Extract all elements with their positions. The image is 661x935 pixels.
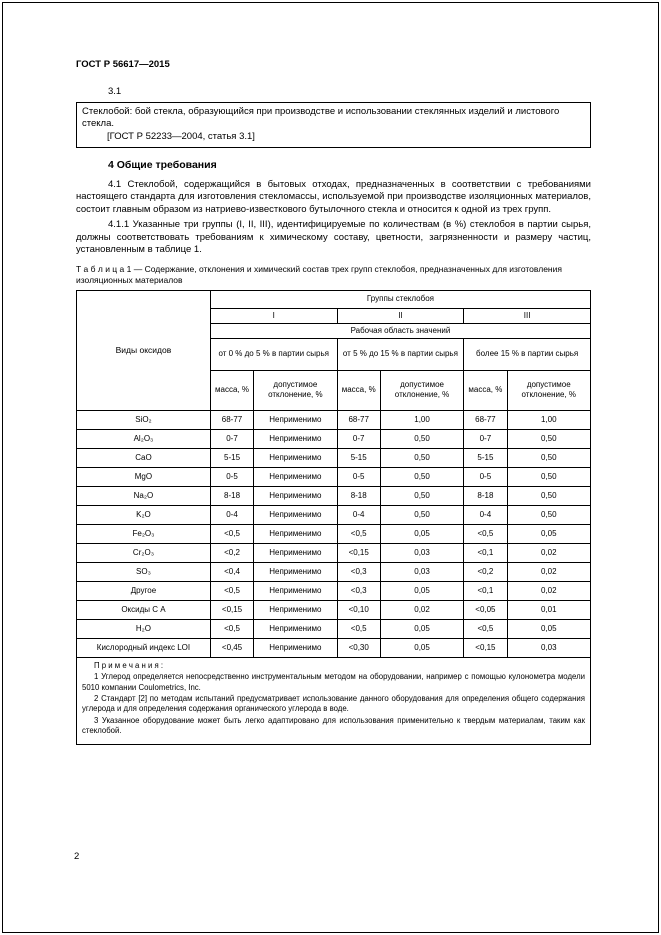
oxide-value: <0,2 bbox=[210, 543, 253, 562]
definition-text: Стеклобой: бой стекла, образующийся при производстве и использовании стеклянных изделий и листового стекла. bbox=[82, 106, 560, 130]
oxide-value: 5-15 bbox=[210, 448, 253, 467]
table-row bbox=[77, 486, 591, 505]
notes-row bbox=[77, 657, 591, 744]
oxide-name: CaO bbox=[77, 448, 211, 467]
table-row bbox=[77, 505, 591, 524]
oxide-value: 0-5 bbox=[464, 467, 507, 486]
oxide-value: 8-18 bbox=[337, 486, 380, 505]
mass-header-2: масса, % bbox=[337, 370, 380, 410]
group-label-2: II bbox=[337, 308, 464, 323]
section-title: 4 Общие требования bbox=[108, 159, 217, 172]
note-1: 1 Углерод определяется непосредственно инструментальным методом на оборудовании, например с помощью кулонометра модели 5010 компании Coulometrics, Inc. bbox=[82, 672, 585, 692]
mass-header-1: масса, % bbox=[210, 370, 253, 410]
range-header-2: от 5 % до 15 % в партии сырья bbox=[337, 338, 464, 370]
oxide-value: <0,15 bbox=[337, 543, 380, 562]
oxide-table-notes bbox=[77, 657, 591, 744]
table-row bbox=[77, 448, 591, 467]
table-row bbox=[77, 410, 591, 429]
oxide-value: 5-15 bbox=[337, 448, 380, 467]
groups-header: Группы стеклобоя bbox=[210, 290, 590, 308]
oxide-name: MgO bbox=[77, 467, 211, 486]
oxide-value: 0,50 bbox=[380, 448, 463, 467]
oxide-value: 0,05 bbox=[380, 524, 463, 543]
oxide-value: <0,5 bbox=[210, 619, 253, 638]
oxide-value: 0,50 bbox=[507, 486, 590, 505]
oxide-name: SO₃ bbox=[77, 562, 211, 581]
oxide-name: H₂O bbox=[77, 619, 211, 638]
oxide-value: 0-7 bbox=[464, 429, 507, 448]
oxide-value: 0-5 bbox=[210, 467, 253, 486]
oxide-value: 0,05 bbox=[507, 619, 590, 638]
oxide-name: Другое bbox=[77, 581, 211, 600]
oxide-name: Na₂O bbox=[77, 486, 211, 505]
oxide-value: Неприменимо bbox=[254, 505, 337, 524]
oxide-value: 0,01 bbox=[507, 600, 590, 619]
oxide-value: <0,1 bbox=[464, 581, 507, 600]
oxide-value: 0,50 bbox=[507, 448, 590, 467]
oxide-name: Кислородный индекс LOI bbox=[77, 638, 211, 657]
oxide-value: 0,50 bbox=[507, 429, 590, 448]
oxide-table-header bbox=[77, 290, 591, 410]
deviation-header-1: допустимое отклонение, % bbox=[254, 370, 337, 410]
note-2: 2 Стандарт [2] по методам испытаний предусматривает использование данного оборудования для определения общего содержания углерода и для определения содержания органического углерода в воде. bbox=[82, 694, 585, 714]
oxide-value: <0,3 bbox=[337, 562, 380, 581]
oxide-name: SiO₂ bbox=[77, 410, 211, 429]
oxide-value: 0-4 bbox=[337, 505, 380, 524]
mass-header-3: масса, % bbox=[464, 370, 507, 410]
oxide-value: 0,05 bbox=[507, 524, 590, 543]
oxide-value: 0,02 bbox=[380, 600, 463, 619]
oxide-name: Fe₂O₃ bbox=[77, 524, 211, 543]
oxide-value: 0,05 bbox=[380, 619, 463, 638]
oxide-value: <0,5 bbox=[464, 524, 507, 543]
oxide-value: Неприменимо bbox=[254, 600, 337, 619]
oxide-value: <0,4 bbox=[210, 562, 253, 581]
page-number: 2 bbox=[74, 851, 80, 862]
document-page bbox=[2, 2, 659, 933]
oxide-value: 68-77 bbox=[337, 410, 380, 429]
definition-source: [ГОСТ Р 52233—2004, статья 3.1] bbox=[107, 130, 255, 142]
oxide-value: 68-77 bbox=[464, 410, 507, 429]
oxide-value: 0,03 bbox=[380, 562, 463, 581]
group-label-1: I bbox=[210, 308, 337, 323]
oxide-value: Неприменимо bbox=[254, 562, 337, 581]
work-area-header: Рабочая область значений bbox=[210, 323, 590, 338]
oxide-value: 1,00 bbox=[507, 410, 590, 429]
oxide-value: <0,5 bbox=[337, 619, 380, 638]
oxide-value: 0,05 bbox=[380, 638, 463, 657]
doc-header: ГОСТ Р 56617—2015 bbox=[76, 59, 170, 70]
oxide-value: 0,02 bbox=[507, 562, 590, 581]
oxide-name: Al₂O₃ bbox=[77, 429, 211, 448]
oxide-value: Неприменимо bbox=[254, 638, 337, 657]
oxide-value: Неприменимо bbox=[254, 410, 337, 429]
table-row bbox=[77, 619, 591, 638]
oxide-table bbox=[76, 290, 591, 745]
oxide-value: <0,30 bbox=[337, 638, 380, 657]
oxide-value: 0,50 bbox=[380, 467, 463, 486]
oxide-value: 0,02 bbox=[507, 543, 590, 562]
table-row bbox=[77, 638, 591, 657]
oxide-value: 8-18 bbox=[464, 486, 507, 505]
table-header-row-groups bbox=[77, 290, 591, 308]
oxide-name: Оксиды С А bbox=[77, 600, 211, 619]
table-row bbox=[77, 429, 591, 448]
oxide-value: 0,50 bbox=[380, 505, 463, 524]
oxide-value: Неприменимо bbox=[254, 448, 337, 467]
range-header-1: от 0 % до 5 % в партии сырья bbox=[210, 338, 337, 370]
notes-cell bbox=[77, 657, 591, 744]
oxide-value: <0,5 bbox=[210, 524, 253, 543]
oxide-value: 0-4 bbox=[464, 505, 507, 524]
range-header-3: более 15 % в партии сырья bbox=[464, 338, 591, 370]
oxide-value: <0,10 bbox=[337, 600, 380, 619]
oxide-value: Неприменимо bbox=[254, 429, 337, 448]
table-caption: Т а б л и ц а 1 — Содержание, отклонения и химический состав трех групп стеклобоя, предназначенных для изготовления изоляционных материалов bbox=[76, 263, 562, 285]
oxide-value: <0,1 bbox=[464, 543, 507, 562]
paragraph-4-1: 4.1 Стеклобой, содержащийся в бытовых отходах, предназначенных в соответствии с требованиями настоящего стандарта для изготовления стекломассы, используемой при производстве изоляционных материалов, состоит главным образом из натриево-известкового бутылочного стекла и относится к одной из трех групп. bbox=[76, 179, 591, 215]
oxide-value: <0,15 bbox=[464, 638, 507, 657]
definition-box bbox=[76, 102, 591, 148]
oxide-value: 0-5 bbox=[337, 467, 380, 486]
oxide-value: 0,50 bbox=[380, 486, 463, 505]
oxide-value: 68-77 bbox=[210, 410, 253, 429]
oxide-value: 5-15 bbox=[464, 448, 507, 467]
oxide-name: K₂O bbox=[77, 505, 211, 524]
table-row bbox=[77, 467, 591, 486]
deviation-header-3: допустимое отклонение, % bbox=[507, 370, 590, 410]
oxide-value: 0,05 bbox=[380, 581, 463, 600]
oxide-value: 0,50 bbox=[507, 467, 590, 486]
oxide-value: Неприменимо bbox=[254, 619, 337, 638]
oxide-value: 0-7 bbox=[337, 429, 380, 448]
oxide-value: 0,02 bbox=[507, 581, 590, 600]
oxide-name: Cr₂O₃ bbox=[77, 543, 211, 562]
oxide-table-body bbox=[77, 410, 591, 657]
oxide-value: <0,15 bbox=[210, 600, 253, 619]
table-row bbox=[77, 543, 591, 562]
oxide-value: Неприменимо bbox=[254, 543, 337, 562]
oxide-value: 0,50 bbox=[507, 505, 590, 524]
page-content bbox=[3, 3, 658, 745]
deviation-header-2: допустимое отклонение, % bbox=[380, 370, 463, 410]
table-row bbox=[77, 524, 591, 543]
oxide-value: 8-18 bbox=[210, 486, 253, 505]
oxide-value: <0,45 bbox=[210, 638, 253, 657]
oxide-value: 0-4 bbox=[210, 505, 253, 524]
oxide-value: Неприменимо bbox=[254, 486, 337, 505]
oxide-value: 0-7 bbox=[210, 429, 253, 448]
oxide-value: 1,00 bbox=[380, 410, 463, 429]
oxide-value: 0,03 bbox=[380, 543, 463, 562]
table-row bbox=[77, 581, 591, 600]
notes-title: П р и м е ч а н и я : bbox=[94, 660, 164, 670]
group-label-3: III bbox=[464, 308, 591, 323]
oxide-value: Неприменимо bbox=[254, 524, 337, 543]
oxide-value: <0,5 bbox=[464, 619, 507, 638]
table-row bbox=[77, 562, 591, 581]
oxide-value: <0,3 bbox=[337, 581, 380, 600]
oxide-value: <0,5 bbox=[337, 524, 380, 543]
oxide-value: 0,50 bbox=[380, 429, 463, 448]
clause-ref: 3.1 bbox=[108, 86, 122, 97]
oxide-value: <0,2 bbox=[464, 562, 507, 581]
table-row bbox=[77, 600, 591, 619]
paragraph-4-1-1: 4.1.1 Указанные три группы (I, II, III), идентифицируемые по количествам (в %) стеклобоя в партии сырья, должны соответствовать требованиям к химическому составу, цветности, загрязненности и размеру частиц, установленным в таблице 1. bbox=[76, 219, 591, 256]
oxide-value: Неприменимо bbox=[254, 467, 337, 486]
oxides-column-header: Виды оксидов bbox=[77, 290, 211, 410]
oxide-value: Неприменимо bbox=[254, 581, 337, 600]
oxide-value: <0,5 bbox=[210, 581, 253, 600]
oxide-value: 0,03 bbox=[507, 638, 590, 657]
note-3: 3 Указанное оборудование может быть легко адаптировано для использования применительно к твердым материалам, таким как стеклобой. bbox=[82, 715, 585, 735]
oxide-value: <0,05 bbox=[464, 600, 507, 619]
